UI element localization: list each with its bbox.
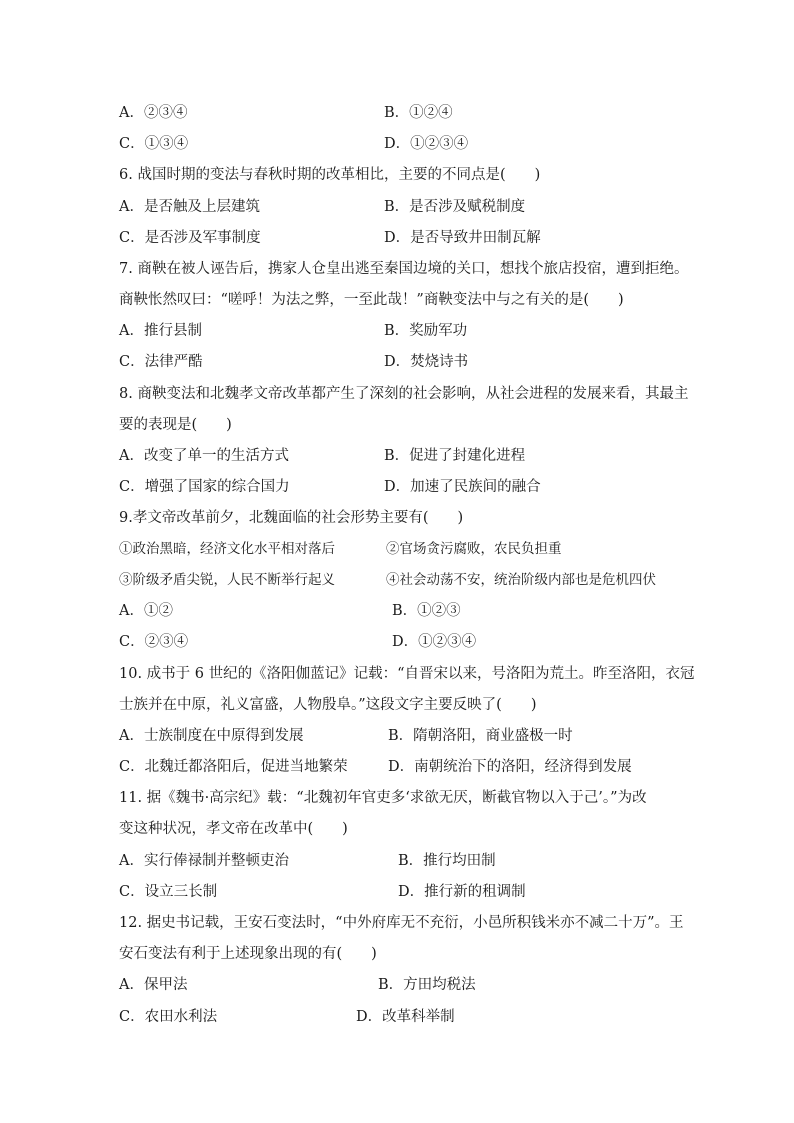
q11-option-b: B．推行均田制 xyxy=(398,853,496,869)
q8-stem-line2: 要的表现是( ) xyxy=(119,417,232,433)
q12-option-b: B．方田均税法 xyxy=(378,977,476,993)
q8-stem-line1: 8. 商鞅变法和北魏孝文帝改革都产生了深刻的社会影响，从社会进程的发展来看，其最主 xyxy=(119,386,689,402)
q6-stem: 6. 战国时期的变法与春秋时期的改革相比，主要的不同点是( ) xyxy=(119,167,541,183)
q12-option-a: A．保甲法 xyxy=(119,977,188,993)
q9-item-3: ③阶级矛盾尖锐，人民不断举行起义 xyxy=(119,572,335,588)
q6-option-c: C．是否涉及军事制度 xyxy=(119,230,261,246)
q11-option-d: D．推行新的租调制 xyxy=(398,884,526,900)
q9-stem: 9.孝文帝改革前夕，北魏面临的社会形势主要有( ) xyxy=(119,510,464,526)
q9-item-4: ④社会动荡不安，统治阶级内部也是危机四伏 xyxy=(386,572,656,588)
q5-option-c: C．①③④ xyxy=(119,136,189,152)
q10-option-d: D．南朝统治下的洛阳，经济得到发展 xyxy=(388,759,632,775)
q9-item-1: ①政治黑暗，经济文化水平相对落后 xyxy=(119,541,335,557)
q12-option-c: C．农田水利法 xyxy=(119,1009,218,1025)
q7-stem-line2: 商鞅怅然叹曰：“嗟呼！为法之弊，一至此哉！”商鞅变法中与之有关的是( ) xyxy=(119,292,624,308)
q5-option-b: B．①②④ xyxy=(384,105,453,121)
q11-option-c: C．设立三长制 xyxy=(119,884,218,900)
q11-option-a: A．实行俸禄制并整顿吏治 xyxy=(119,853,289,869)
q9-option-a: A．①② xyxy=(119,603,173,619)
q6-option-d: D．是否导致井田制瓦解 xyxy=(384,230,541,246)
q10-option-a: A．士族制度在中原得到发展 xyxy=(119,728,304,744)
q5-option-d: D．①②③④ xyxy=(384,136,469,152)
q10-option-b: B．隋朝洛阳，商业盛极一时 xyxy=(388,728,573,744)
q9-option-c: C．②③④ xyxy=(119,634,189,650)
q6-option-a: A．是否触及上层建筑 xyxy=(119,199,260,215)
q7-option-d: D．焚烧诗书 xyxy=(384,354,469,370)
q11-stem-line2: 变这种状况，孝文帝在改革中( ) xyxy=(119,821,348,837)
q10-stem-line2: 士族并在中原，礼义富盛，人物殷阜。”这段文字主要反映了( ) xyxy=(119,697,537,713)
q8-option-a: A．改变了单一的生活方式 xyxy=(119,448,289,464)
q9-option-d: D．①②③④ xyxy=(392,634,477,650)
q8-option-d: D．加速了民族间的融合 xyxy=(384,479,541,495)
q6-option-b: B．是否涉及赋税制度 xyxy=(384,199,526,215)
q11-stem-line1: 11. 据《魏书·高宗纪》载：“北魏初年官吏多‘求欲无厌，断截官物以入于己’。”为改 xyxy=(119,790,647,806)
q7-option-c: C．法律严酷 xyxy=(119,354,203,370)
q7-option-a: A．推行县制 xyxy=(119,323,202,339)
q12-option-d: D．改革科举制 xyxy=(356,1009,455,1025)
q5-option-a: A．②③④ xyxy=(119,105,188,121)
q12-stem-line2: 安石变法有利于上述现象出现的有( ) xyxy=(119,946,377,962)
q12-stem-line1: 12. 据史书记载，王安石变法时，“中外府库无不充衍，小邑所积钱米亦不减二十万”。王 xyxy=(119,915,684,931)
q10-option-c: C．北魏迁都洛阳后，促进当地繁荣 xyxy=(119,759,348,775)
q8-option-c: C．增强了国家的综合国力 xyxy=(119,479,290,495)
q9-item-2: ②官场贪污腐败，农民负担重 xyxy=(386,541,562,557)
q7-stem-line1: 7. 商鞅在被人诬告后，携家人仓皇出逃至秦国边境的关口，想找个旅店投宿，遭到拒绝。 xyxy=(119,261,689,277)
q8-option-b: B．促进了封建化进程 xyxy=(384,448,526,464)
q9-option-b: B．①②③ xyxy=(392,603,461,619)
q7-option-b: B．奖励军功 xyxy=(384,323,468,339)
q10-stem-line1: 10. 成书于 6 世纪的《洛阳伽蓝记》记载：“自晋宋以来，号洛阳为荒土。昨至洛阳，衣冠 xyxy=(119,666,695,682)
